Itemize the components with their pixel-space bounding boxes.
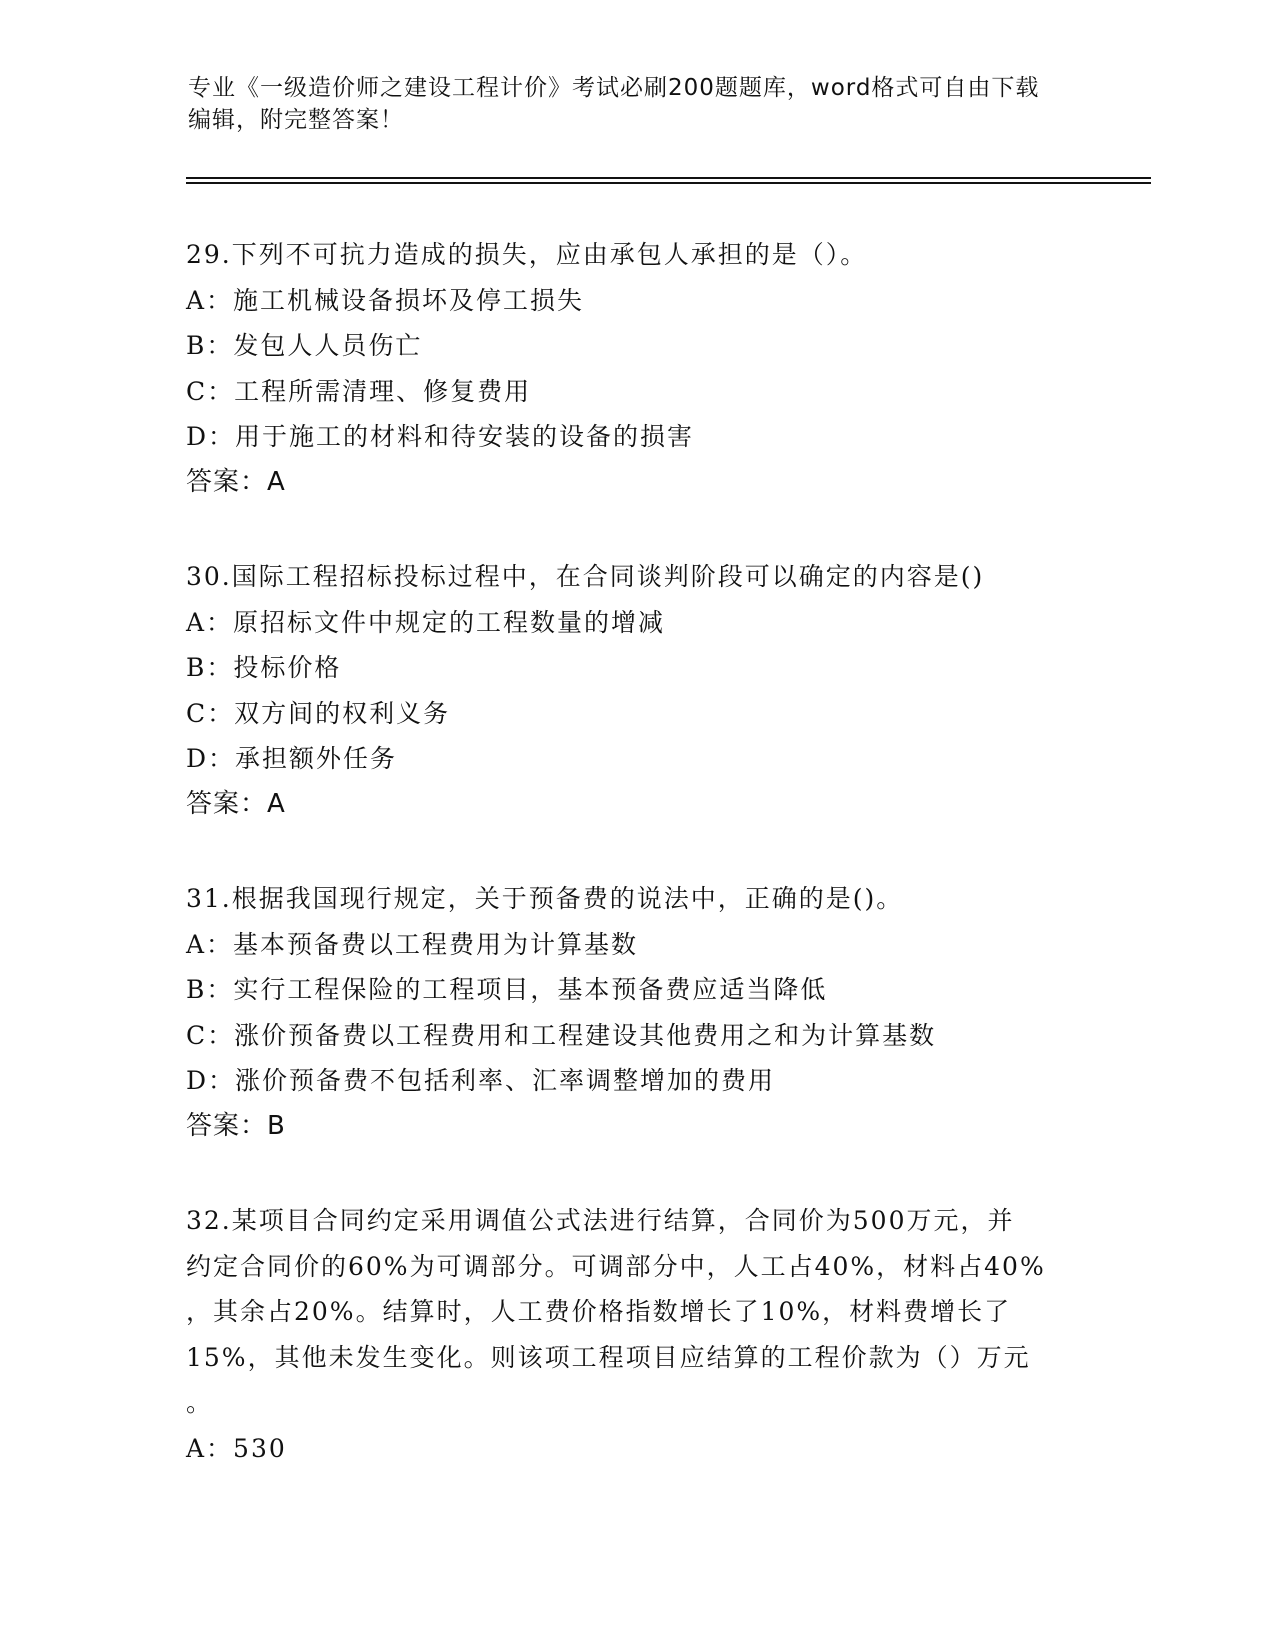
option-a: A：施工机械设备损坏及停工损失 [186, 285, 585, 315]
document-header [188, 72, 1068, 136]
option-d: D：承担额外任务 [186, 744, 398, 773]
header-line-1: 专业《一级造价师之建设工程计价》考试必刷200题题库，word格式可自由下载 [188, 75, 1040, 101]
option-a: A：基本预备费以工程费用为计算基数 [186, 929, 639, 959]
option-c: C：涨价预备费以工程费用和工程建设其他费用之和为计算基数 [186, 1020, 937, 1050]
option-d: D：涨价预备费不包括利率、汇率调整增加的费用 [186, 1066, 776, 1095]
question-32 [186, 1198, 1086, 1471]
answer-line: 答案：A [186, 466, 286, 497]
answer-line: 答案：A [186, 788, 286, 819]
option-d: D：用于施工的材料和待安装的设备的损害 [186, 422, 695, 451]
question-stem-line-5: 。 [186, 1388, 214, 1417]
question-stem: 31.根据我国现行规定，关于预备费的说法中，正确的是()。 [186, 884, 904, 913]
question-stem-line-2: 约定合同价的60%为可调部分。可调部分中，人工占40%，材料占40% [186, 1251, 1046, 1281]
header-line-2: 编辑，附完整答案！ [188, 107, 404, 133]
question-stem-line-4: 15%，其他未发生变化。则该项工程项目应结算的工程价款为（）万元 [186, 1342, 1031, 1372]
option-a: A：530 [186, 1433, 287, 1463]
option-c: C：工程所需清理、修复费用 [186, 376, 532, 406]
option-c: C：双方间的权利义务 [186, 698, 451, 728]
question-29 [186, 232, 1086, 505]
question-stem: 29.下列不可抗力造成的损失，应由承包人承担的是（）。 [186, 240, 868, 269]
question-stem-line-1: 32.某项目合同约定采用调值公式法进行结算，合同价为500万元，并 [186, 1206, 1015, 1235]
question-30 [186, 554, 1086, 827]
answer-line: 答案：B [186, 1110, 286, 1141]
question-stem-line-3: ，其余占20%。结算时，人工费价格指数增长了10%，材料费增长了 [186, 1297, 1012, 1326]
option-b: B：发包人人员伤亡 [186, 331, 423, 360]
header-divider-bottom [186, 182, 1151, 184]
question-31 [186, 876, 1086, 1149]
question-stem: 30.国际工程招标投标过程中，在合同谈判阶段可以确定的内容是() [186, 562, 985, 591]
option-b: B：实行工程保险的工程项目，基本预备费应适当降低 [186, 975, 828, 1004]
option-b: B：投标价格 [186, 653, 342, 682]
option-a: A：原招标文件中规定的工程数量的增减 [186, 607, 666, 637]
header-divider-top [186, 177, 1151, 179]
question-list [186, 232, 1086, 1520]
